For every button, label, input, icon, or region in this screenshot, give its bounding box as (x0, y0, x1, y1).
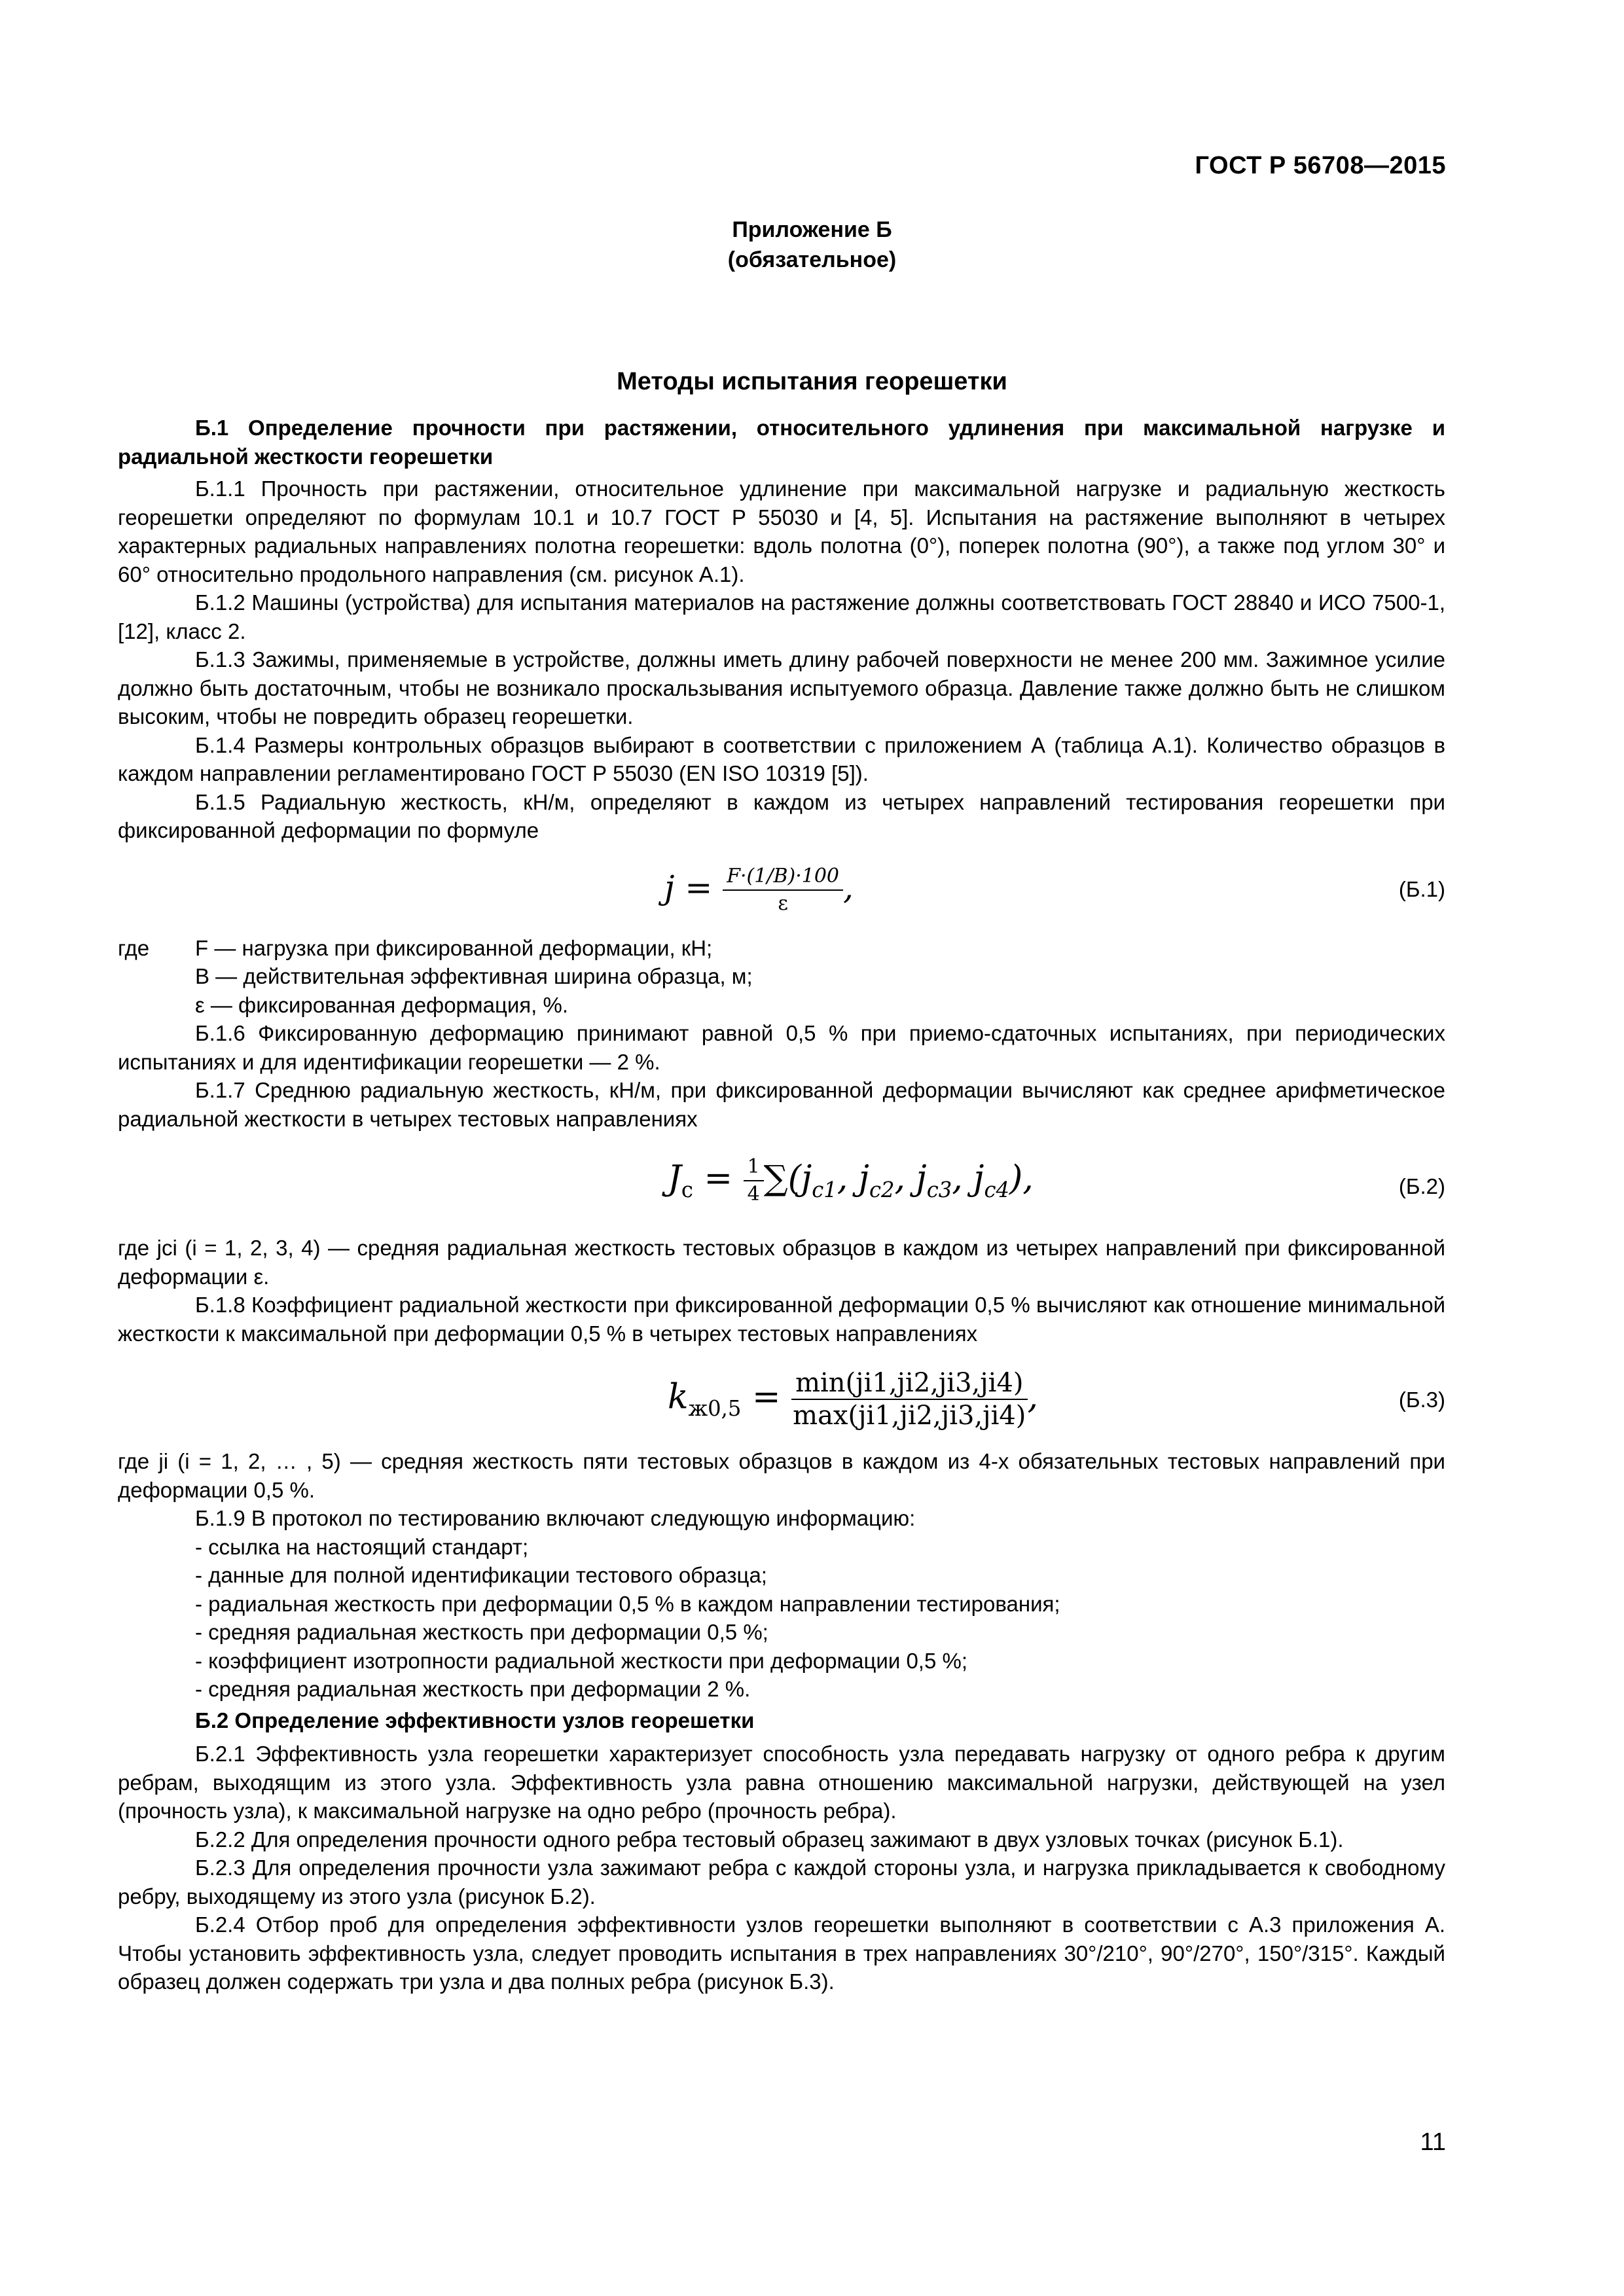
formula-b2-sub3: c3 (926, 1177, 952, 1202)
paragraph-b15: Б.1.5 Радиальную жесткость, кН/м, определяют в каждом из четырех направлений тестирования георешетки при фиксированной деформации по формуле (118, 789, 1445, 842)
formula-b1-lhs: j = (664, 868, 713, 906)
where-eps: ε — фиксированная деформация, %. (195, 992, 568, 1017)
paragraph-b13: Б.1.3 Зажимы, применяемые в устройстве, должны иметь длину рабочей поверхности не менее 200 мм. Зажимное усилие должно быть достаточным, чтобы не возникало проскальзывания испытуемого образца. Давление также должно быть не слишком высоким, чтобы не повредить образец георешетки. (118, 647, 1445, 728)
section-heading-b2: Б.2 Определение эффективности узлов георешетки (195, 1708, 755, 1732)
formula-b3-fraction (791, 1367, 1027, 1431)
appendix-status: (обязательное) (727, 247, 897, 272)
paragraph-b14: Б.1.4 Размеры контрольных образцов выбирают в соответствии с приложением А (таблица А.1). Количество образцов в каждом направлении регламентировано ГОСТ Р 55030 (EN ISO 10319 [5]). (118, 732, 1445, 785)
page-number: 11 (1420, 2128, 1446, 2156)
formula-b1-comma: , (843, 868, 854, 906)
section-heading-b1: Б.1 Определение прочности при растяжении, относительного удлинения при максимальной нагрузке и радиальной жесткости георешетки (118, 416, 1445, 469)
formula-b2: $J_c$ = $\frac{1}{4}$ $\sum(j_{c1}$, $j_{c2}$, $j_{c3}$, $j_{c4}$), (Б.2) (118, 1147, 1445, 1234)
formula-b2-number: (Б.2) (1398, 1174, 1445, 1198)
formula-b2-sub4: c4 (984, 1177, 1009, 1202)
formula-b2-equals: = (693, 1158, 744, 1198)
formula-b3-number: (Б.3) (1398, 1388, 1445, 1412)
where-b: B — действительная эффективная ширина образца, м; (195, 964, 753, 988)
paragraph-b24: Б.2.4 Отбор проб для определения эффективности узлов георешетки выполняют в соответствии с А.3 приложения А. Чтобы установить эффективность узла, следует проводить испытания в трех направлениях 30°/210°, 90°/270°, 150°/315°. Каждый образец должен содержать три узла и два полных ребра (рисунок Б.3). (118, 1912, 1445, 1994)
formula-b2-lhs-sub: c (681, 1177, 693, 1202)
paragraph-b22: Б.2.2 Для определения прочности одного ребра тестовый образец зажимают в двух узловых точках (рисунок Б.1). (195, 1827, 1344, 1852)
formula-b2-denominator: 4 (747, 1183, 760, 1206)
protocol-list (118, 1533, 1445, 1704)
where-block (118, 934, 1445, 1020)
paragraph-b17: Б.1.7 Среднюю радиальную жесткость, кН/м, при фиксированной деформации вычисляют как среднее арифметическое радиальной жесткости в четырех тестовых направлениях (118, 1078, 1445, 1131)
formula-b1-fraction (723, 863, 843, 917)
where-f: F — нагрузка при фиксированной деформации, кН; (195, 935, 713, 960)
paragraph-ji: где ji (i = 1, 2, … , 5) — средняя жесткость пяти тестовых образцов в каждом из 4-х обязательных тестовых направлений при деформации 0,5 %. (118, 1449, 1445, 1502)
paragraph-jci: где jci (i = 1, 2, 3, 4) — средняя радиальная жесткость тестовых образцов в каждом из четырех направлений при фиксированной деформации ε. (118, 1236, 1445, 1289)
formula-b1-denominator: ε (778, 891, 788, 915)
formula-b2-sub1: c1 (812, 1177, 837, 1202)
list-item: - средняя радиальная жесткость при деформации 2 %. (195, 1677, 751, 1701)
main-title: Методы испытания георешетки (617, 368, 1007, 395)
list-item: - ссылка на настоящий стандарт; (195, 1534, 529, 1559)
paragraph-b16: Б.1.6 Фиксированную деформацию принимают равной 0,5 % при приемо-сдаточных испытаниях, при периодических испытаниях и для идентификации георешетки — 2 %. (118, 1021, 1445, 1074)
formula-b3-lhs-sub: ж0,5 (688, 1395, 742, 1421)
formula-b3-denominator: max(ji1,ji2,ji3,ji4) (793, 1401, 1026, 1431)
formula-b1-numerator: F·(1/B)·100 (723, 863, 843, 891)
paragraph-b11: Б.1.1 Прочность при растяжении, относительное удлинение при максимальной нагрузке и радиальную жесткость георешетки определяют по формулам 10.1 и 10.7 ГОСТ Р 55030 и [4, 5]. Испытания на растяжение выполняют в четырех характерных радиальных направлениях полотна георешетки: вдоль полотна (0°), поперек полотна (90°), а также под углом 30° и 60° относительно продольного направления (см. рисунок А.1). (118, 476, 1445, 586)
list-item: - радиальная жесткость при деформации 0,5 % в каждом направлении тестирования; (195, 1591, 1060, 1616)
formula-b3-lhs: k (668, 1377, 689, 1417)
appendix-title: Приложение Б (732, 217, 892, 242)
formula-b1-number: (Б.1) (1398, 876, 1445, 901)
where-word: где (118, 935, 150, 960)
paragraph-b23: Б.2.3 Для определения прочности узла зажимают ребра с каждой стороны узла, и нагрузка прикладывается к свободному ребру, выходящему из этого узла (рисунок Б.2). (118, 1856, 1445, 1909)
formula-b2-rhs: ∑(j (763, 1158, 812, 1198)
paragraph-b18: Б.1.8 Коэффициент радиальной жесткости при фиксированной деформации 0,5 % вычисляют как отношение минимальной жесткости к максимальной при деформации 0,5 % в четырех тестовых направлениях (118, 1293, 1445, 1346)
formula-b2-numerator: 1 (744, 1154, 764, 1181)
formula-b2-fraction (744, 1154, 764, 1208)
formula-b2-sub2: c2 (869, 1177, 895, 1202)
list-item: - коэффициент изотропности радиальной жесткости при деформации 0,5 %; (195, 1648, 968, 1673)
document-body (118, 414, 1445, 1996)
standard-number: ГОСТ Р 56708—2015 (1195, 152, 1446, 179)
paragraph-b12: Б.1.2 Машины (устройства) для испытания материалов на растяжение должны соответствовать ГОСТ 28840 и ИСО 7500-1, [12], класс 2. (118, 590, 1445, 643)
list-item: - данные для полной идентификации тестового образца; (195, 1563, 767, 1587)
formula-b3-numerator: min(ji1,ji2,ji3,ji4) (791, 1367, 1027, 1400)
paragraph-b19: Б.1.9 В протокол по тестированию включают следующую информацию: (195, 1506, 916, 1530)
formula-b2-lhs: J (668, 1158, 681, 1198)
formula-b3: $k_{ж0,5}$ = $\frac{\min(ji1,ji2,ji3,ji4)}{\max(ji1,ji2,ji3,ji4)}$ , (Б.3) (668, 1368, 1445, 1431)
formula-b1 (118, 857, 1445, 934)
list-item: - средняя радиальная жесткость при деформации 0,5 %; (195, 1620, 768, 1644)
paragraph-b21: Б.2.1 Эффективность узла георешетки характеризует способность узла передавать нагрузку от одного ребра к другим ребрам, выходящим из этого узла. Эффективность узла равна отношению максимальной нагрузки, действующей на узел (прочность узла), к максимальной нагрузке на одно ребро (прочность ребра). (118, 1742, 1445, 1823)
